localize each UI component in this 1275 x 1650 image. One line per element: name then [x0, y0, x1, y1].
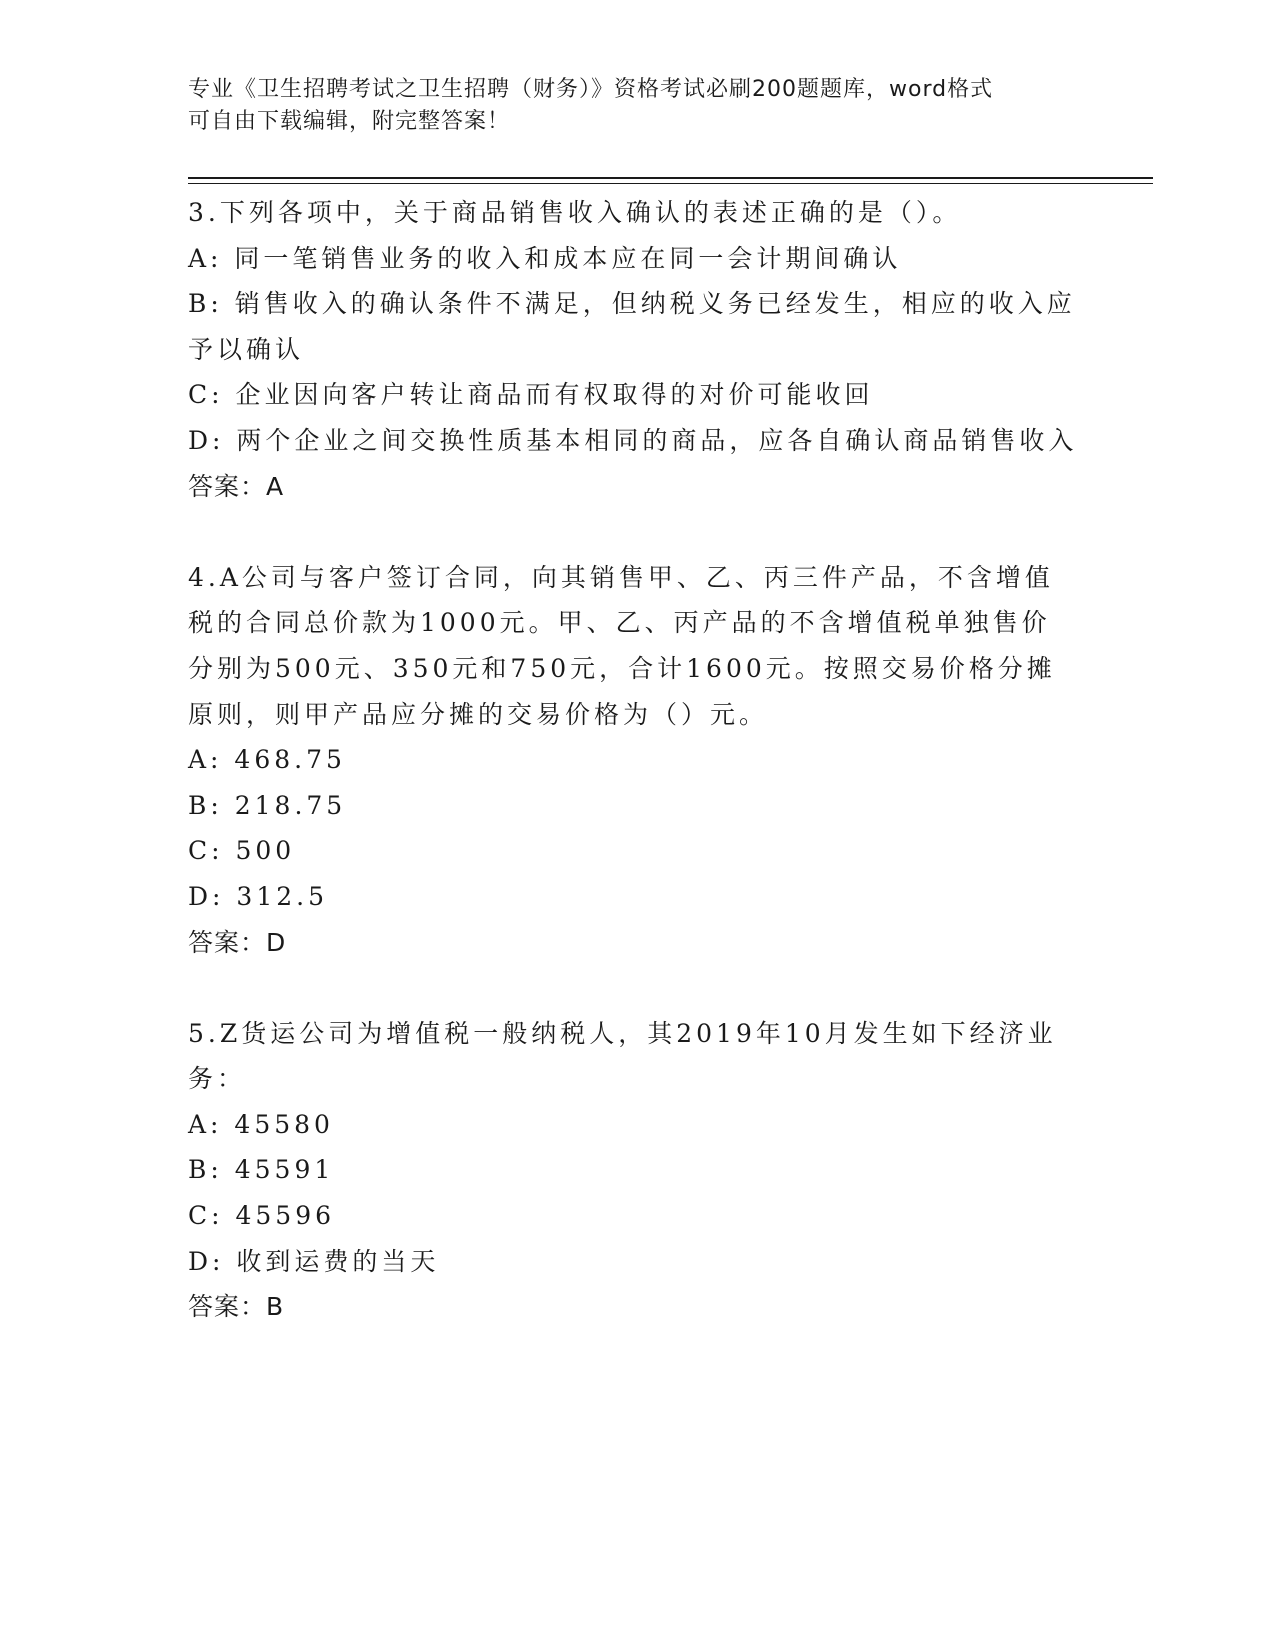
header-divider-thick	[188, 177, 1153, 179]
option-c: C: 企业因向客户转让商品而有权取得的对价可能收回	[188, 380, 874, 410]
option-a: A: 468.75	[188, 745, 346, 775]
header-line-2: 可自由下载编辑，附完整答案！	[188, 109, 511, 134]
option-d: D: 312.5	[188, 881, 328, 911]
header-line-1: 专业《卫生招聘考试之卫生招聘（财务）》资格考试必刷200题题库，word格式	[188, 77, 994, 102]
header-divider-thin	[188, 183, 1153, 184]
question-stem: 5.Z货运公司为增值税一般纳税人，其2019年10月发生如下经济业务：	[188, 1018, 1057, 1094]
option-b: B: 销售收入的确认条件不满足，但纳税义务已经发生，相应的收入应予以确认	[188, 289, 1076, 364]
question-5	[188, 1011, 1078, 1330]
question-4	[188, 555, 1078, 965]
answer-line: 答案：D	[188, 927, 287, 957]
option-a: A: 同一笔销售业务的收入和成本应在同一会计期间确认	[188, 243, 902, 273]
question-stem: 4.A公司与客户签订合同，向其销售甲、乙、丙三件产品，不含增值税的合同总价款为1000元。甲、乙、丙产品的不含增值税单独售价分别为500元、350元和750元，合计1600元。按照交易价格分摊原则，则甲产品应分摊的交易价格为（）元。	[188, 562, 1056, 729]
option-d: D: 收到运费的当天	[188, 1246, 440, 1276]
document-header	[188, 74, 1088, 138]
question-list	[188, 190, 1078, 1330]
answer-line: 答案：A	[188, 471, 285, 501]
option-d: D: 两个企业之间交换性质基本相同的商品，应各自确认商品销售收入	[188, 425, 1078, 455]
option-b: B: 45591	[188, 1155, 335, 1185]
question-3	[188, 190, 1078, 509]
option-a: A: 45580	[188, 1109, 334, 1139]
answer-line: 答案：B	[188, 1292, 285, 1322]
option-c: C: 45596	[188, 1201, 336, 1231]
question-stem: 3.下列各项中，关于商品销售收入确认的表述正确的是（）。	[188, 198, 962, 227]
option-b: B: 218.75	[188, 790, 347, 820]
option-c: C: 500	[188, 836, 296, 866]
